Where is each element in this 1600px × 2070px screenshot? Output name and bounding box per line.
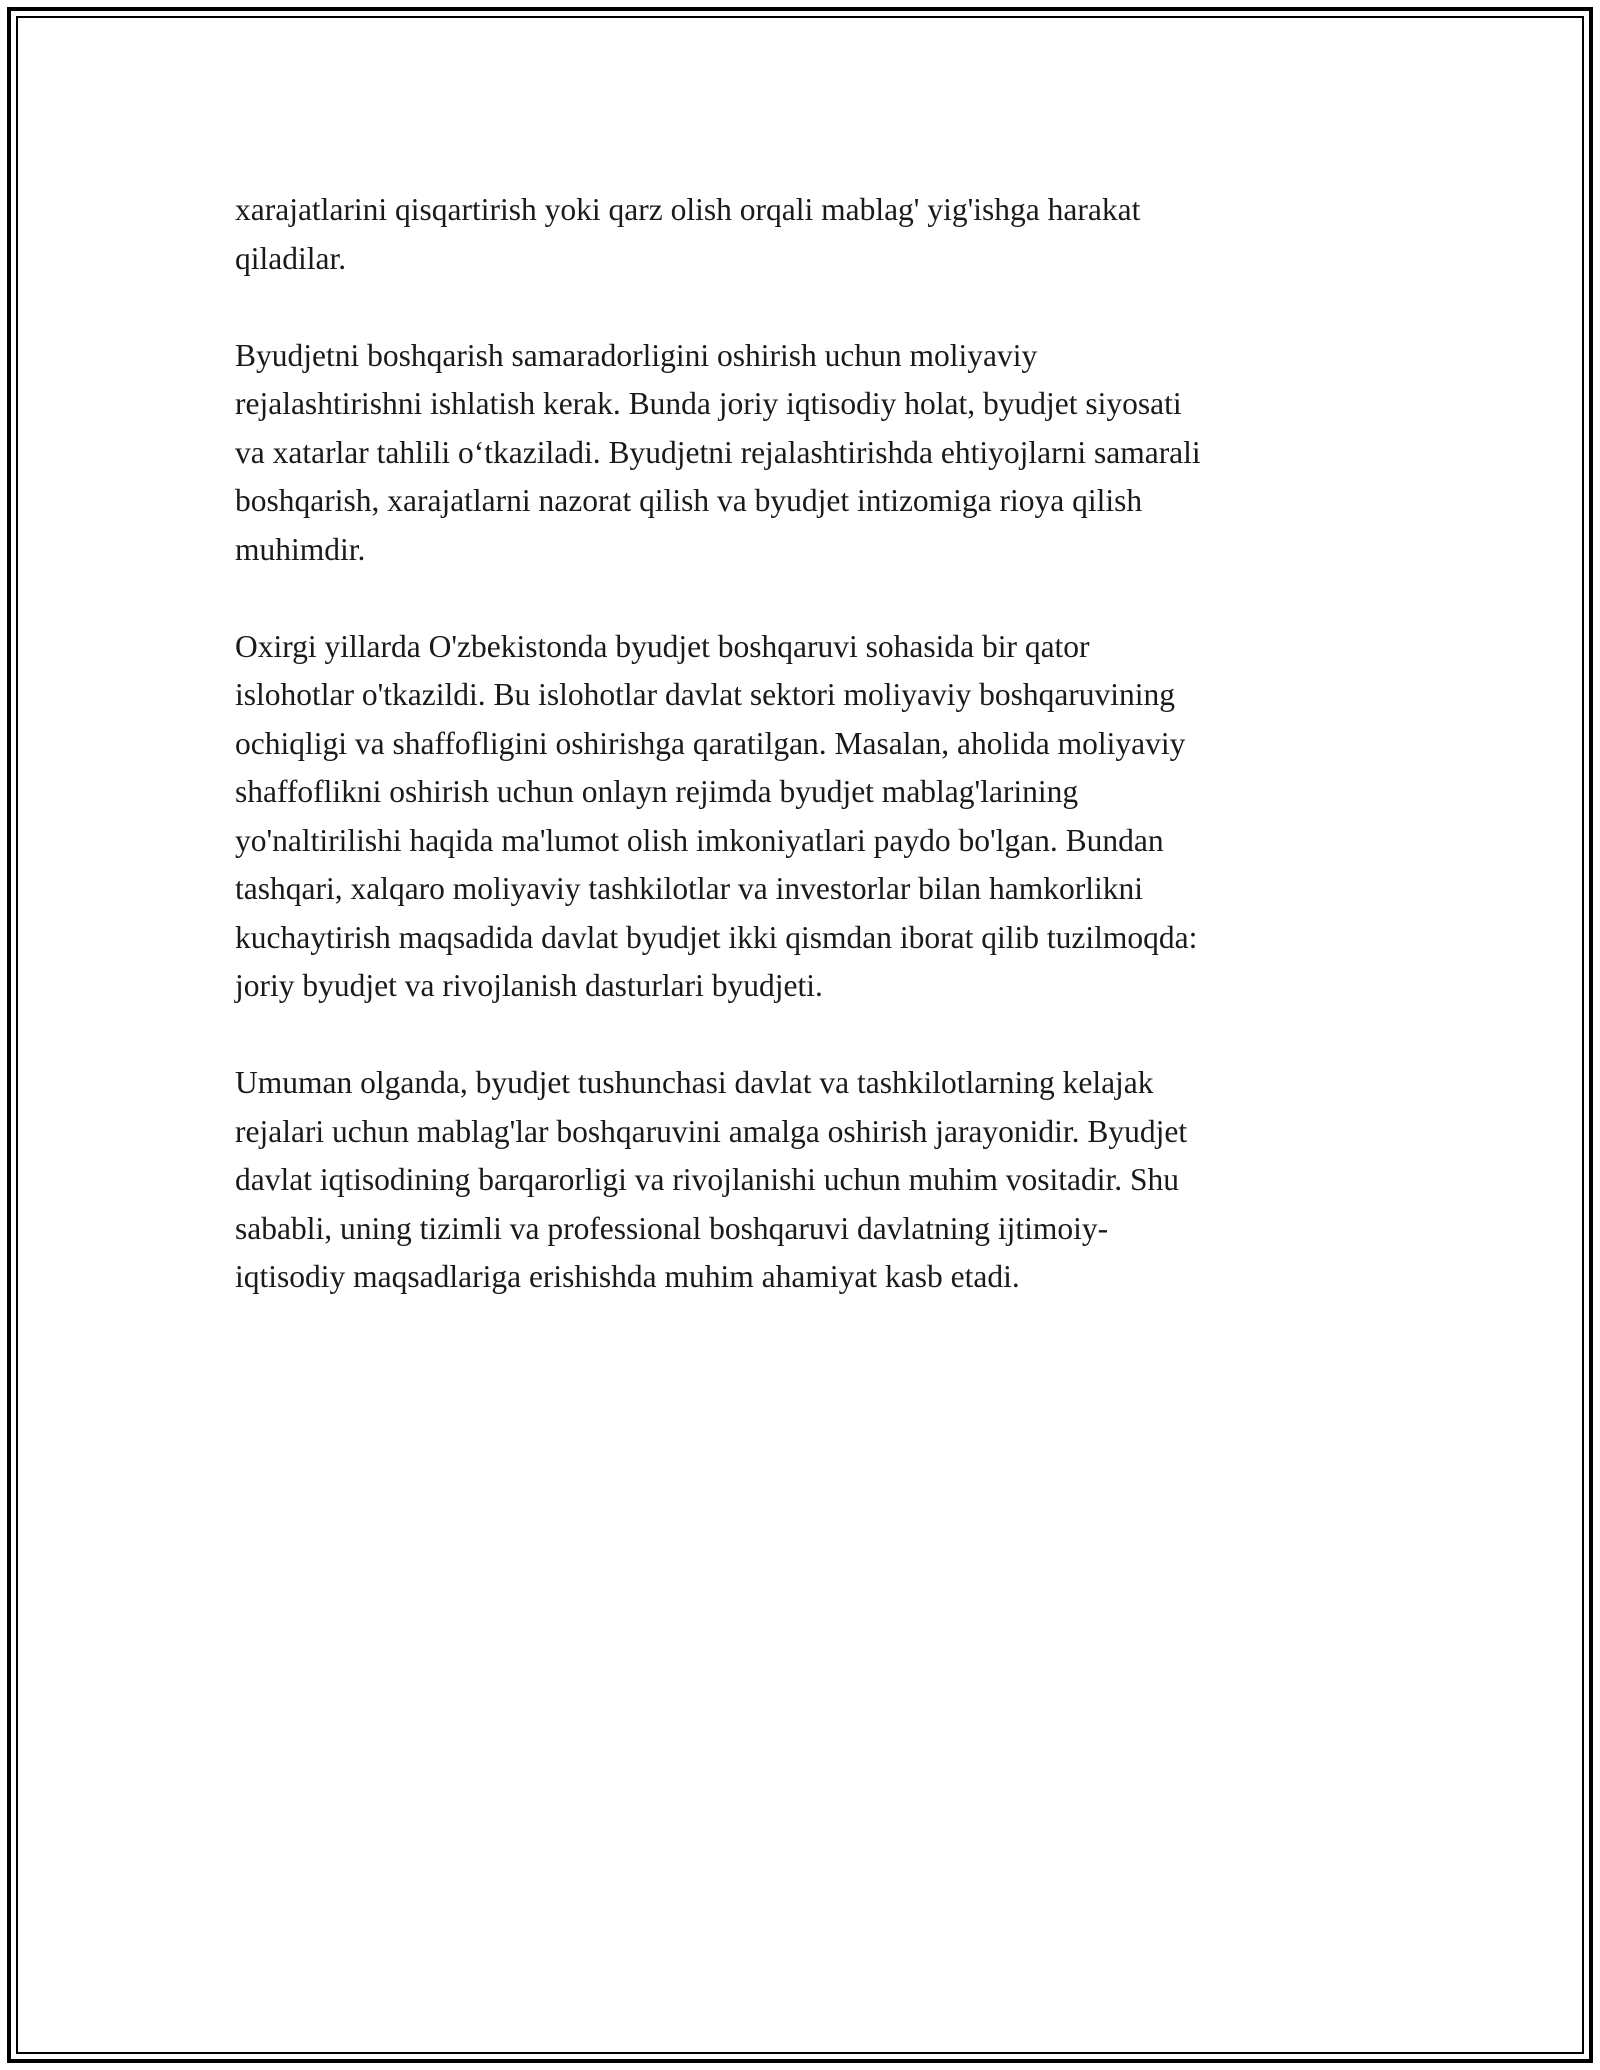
text-line: va xatarlar tahlili o‘tkaziladi. Byudjetni rejalashtirishda ehtiyojlarni samarali [235,434,1201,470]
paragraph-2 [235,332,1365,575]
text-line: islohotlar o'tkazildi. Bu islohotlar davlat sektori moliyaviy boshqaruvining [235,677,1176,712]
text-line: shaffoflikni oshirish uchun onlayn rejimda byudjet mablag'larining [235,774,1079,809]
text-line: ochiqligi va shaffofligini oshirishga qaratilgan. Masalan, aholida moliyaviy [235,725,1186,761]
document-body [235,186,1365,1302]
text-line: Byudjetni boshqarish samaradorligini oshirish uchun moliyaviy [235,337,1038,373]
text-line: qiladilar. [235,240,347,276]
paragraph-4 [235,1059,1365,1302]
text-line: muhimdir. [235,531,366,567]
text-line: Oxirgi yillarda O'zbekistonda byudjet boshqaruvi sohasida bir qator [235,628,1090,664]
text-line: sababli, uning tizimli va professional boshqaruvi davlatning ijtimoiy- [235,1210,1109,1246]
paragraph-1 [235,186,1365,283]
text-line: iqtisodiy maqsadlariga erishishda muhim ahamiyat kasb etadi. [235,1259,1020,1294]
text-line: joriy byudjet va rivojlanish dasturlari byudjeti. [235,968,823,1003]
text-line: rejalari uchun mablag'lar boshqaruvini amalga oshirish jarayonidir. Byudjet [235,1113,1188,1149]
text-line: kuchaytirish maqsadida davlat byudjet ikki qismdan iborat qilib tuzilmoqda: [235,919,1198,955]
text-line: xarajatlarini qisqartirish yoki qarz olish orqali mablag' yig'ishga harakat [235,192,1141,227]
text-line: boshqarish, xarajatlarni nazorat qilish va byudjet intizomiga rioya qilish [235,483,1143,518]
text-line: davlat iqtisodining barqarorligi va rivojlanishi uchun muhim vositadir. Shu [235,1162,1180,1197]
text-line: tashqari, xalqaro moliyaviy tashkilotlar va investorlar bilan hamkorlikni [235,871,1144,906]
text-line: Umuman olganda, byudjet tushunchasi davlat va tashkilotlarning kelajak [235,1065,1154,1100]
paragraph-3 [235,623,1365,1011]
text-line: rejalashtirishni ishlatish kerak. Bunda joriy iqtisodiy holat, byudjet siyosati [235,386,1182,421]
text-line: yo'naltirilishi haqida ma'lumot olish imkoniyatlari paydo bo'lgan. Bundan [235,822,1164,858]
